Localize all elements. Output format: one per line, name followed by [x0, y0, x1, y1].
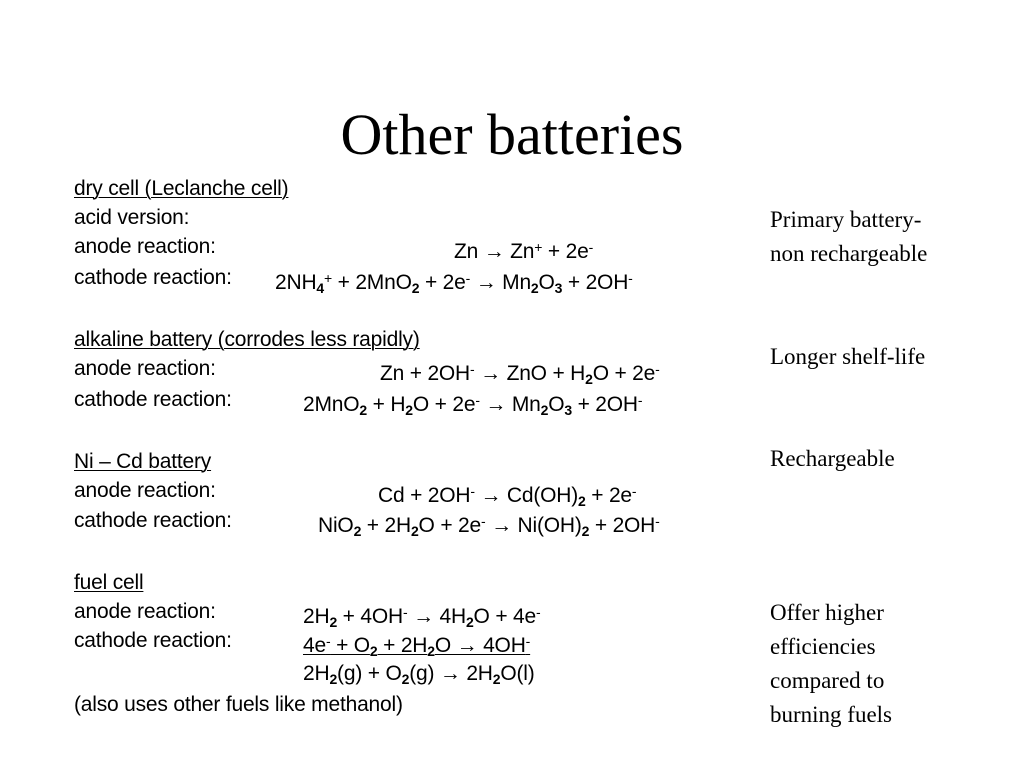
nicd-anode-equation: $Cd + 2OH^- \to Cd(OH)_2 + 2e^-$: [378, 483, 637, 509]
note-fuel-cell-line-3: compared to: [770, 668, 885, 693]
note-dry-cell-line-2: non rechargeable: [770, 241, 928, 266]
fuel-cell-anode-label: anode reaction:: [74, 600, 216, 623]
dry-cell-cathode-label: cathode reaction:: [74, 266, 232, 289]
note-fuel-cell-line-4: burning fuels: [770, 702, 893, 727]
dry-cell-heading: dry cell (Leclanche cell): [74, 177, 289, 200]
slide-title: Other batteries: [340, 102, 684, 167]
note-fuel-cell-line-1: Offer higher: [770, 600, 884, 625]
note-dry-cell-line-1: Primary battery-: [770, 207, 922, 232]
note-fuel-cell: [770, 596, 1010, 732]
note-nicd: Rechargeable: [770, 446, 895, 471]
fuel-cell-anode-equation: $2H_2 + 4OH^- \to 4H_2O + 4e^-$: [303, 604, 541, 630]
nicd-cathode-equation: $NiO_2 + 2H_2O + 2e^- \to Ni(OH)_2 + 2OH^-$: [318, 513, 660, 539]
fuel-cell-cathode-label: cathode reaction:: [74, 629, 232, 652]
alkaline-cathode-label: cathode reaction:: [74, 388, 232, 411]
nicd-anode-label: anode reaction:: [74, 479, 216, 502]
fuel-cell-overall-equation: $2H_2(g) + O_2(g) \to 2H_2O(l)$: [303, 662, 535, 687]
fuel-cell-footnote: (also uses other fuels like methanol): [74, 693, 403, 716]
nicd-cathode-label: cathode reaction:: [74, 509, 232, 532]
fuel-cell-heading: fuel cell: [74, 571, 144, 594]
note-alkaline: Longer shelf-life: [770, 344, 926, 369]
nicd-heading: Ni – Cd battery: [74, 450, 212, 473]
alkaline-anode-equation: Zn + 2OH- → ZnO + $H_2O + 2e^-$: [380, 361, 660, 387]
dry-cell-anode-label: anode reaction:: [74, 235, 216, 258]
alkaline-anode-label: anode reaction:: [74, 357, 216, 380]
note-dry-cell: [770, 203, 1010, 271]
dry-cell-cathode-equation: $2NH_4^+ + 2MnO_2 + 2e^- \to Mn_2O_3 + 2OH^-$: [275, 270, 633, 296]
alkaline-cathode-equation: $2MnO_2 + H_2O + 2e^- \to Mn_2O_3 + 2OH^-$: [303, 392, 643, 418]
fuel-cell-cathode-equation: $4e^- + O_2 + 2H_2O \to 4OH^-$: [303, 633, 531, 659]
dry-cell-anode-equation: Zn → Zn+ + 2e-: [454, 239, 594, 263]
alkaline-heading: alkaline battery (corrodes less rapidly): [74, 328, 420, 351]
note-fuel-cell-line-2: efficiencies: [770, 634, 876, 659]
dry-cell-subheading: acid version:: [74, 206, 190, 229]
